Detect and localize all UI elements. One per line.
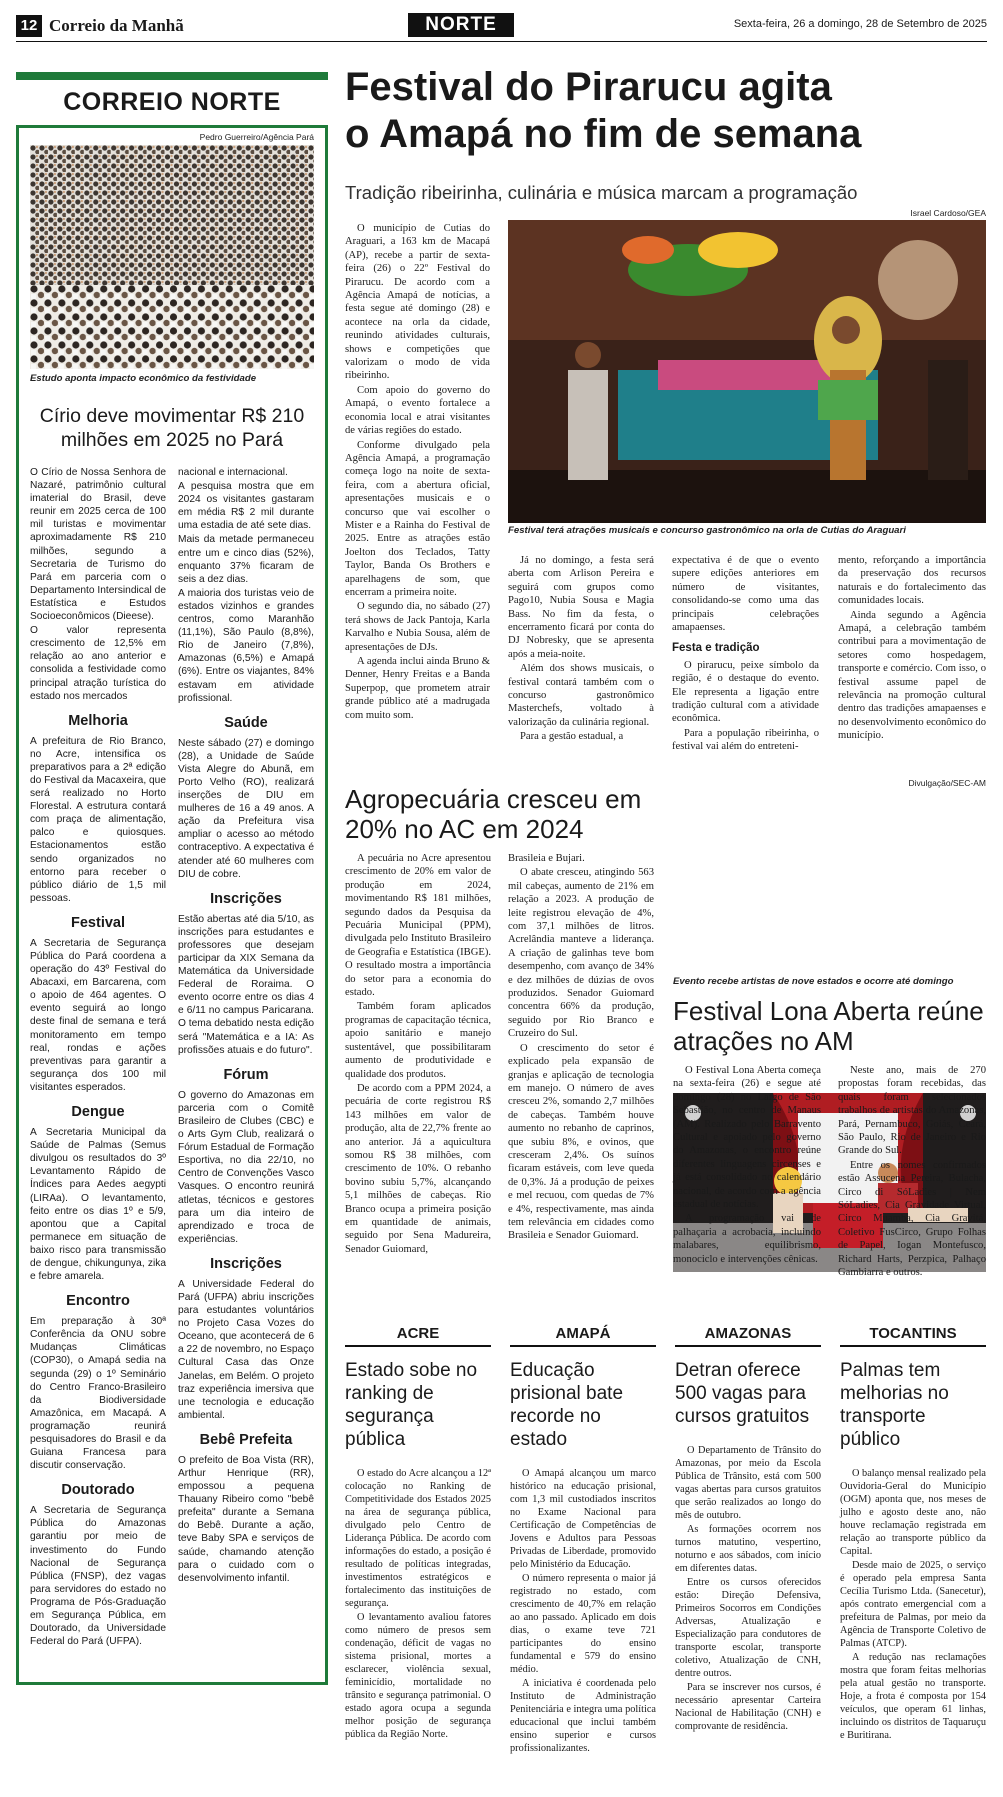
article-paragraph: O número representa o maior já registrado no estado, com crescimento de 40,7% em relação ao ano passado. Aplicado em dois dias, o exame teve 721 participantes do ensino fundamental e 579 do ensino médio. (510, 1573, 656, 1675)
agro-col-2 (508, 852, 654, 1244)
main-col-4 (838, 554, 986, 744)
sidebar-title: CORREIO NORTE (63, 88, 281, 116)
state-column (345, 1325, 491, 1756)
article-paragraph: O crescimento do setor é explicado pela expansão de granjas e aplicação de tecnologia em manejo. O número de aves cresceu 2%, somando 2,7 milhões de cabeças. Também houve aumento no rebanho de caprinos, que subiu 8%, e ovinos, que cresceram 2,4%. Os suínos ficaram estáveis, com leve queda de 0,3%. Já a produção de peixes e mel recuou, com quedas de 7% e 4%, respectivamente, mas ainda tem relevância em cidades como Brasileia e Senador Guiomard. (508, 1042, 654, 1242)
sidebar-item-title: Saúde (224, 714, 268, 731)
article-paragraph: Brasileia e Bujari. (508, 853, 585, 864)
sidebar-col-1 (30, 466, 166, 1648)
state-rule (510, 1345, 656, 1347)
sidebar-paragraph: A maioria dos turistas veio de estados vizinhos e grandes centros, como Maranhão (11,1%), São Paulo (8,8%), Rio de Janeiro (7,8%), Amazonas (6,5%) e Amapá (6%). Entre os viajantes, 84% estavam em atividade profissional. (178, 587, 314, 704)
article-paragraph: O pirarucu, peixe símbolo da região, é o destaque do evento. Ele representa a ligação entre tradição cultural com a atividade econômica. (672, 659, 819, 725)
article-paragraph: A iniciativa é coordenada pelo Instituto de Administração Penitenciária e integra uma política educacional que inclui também ensino superior e cursos profissionalizantes. (510, 1678, 656, 1754)
sidebar-paragraph: Mais da metade permaneceu entre um e cinco dias (52%), enquanto 37% ficaram de seis a dez dias. (178, 534, 314, 585)
sidebar-item-title: Inscrições (210, 1255, 282, 1272)
article-paragraph: Com apoio do governo do Amapá, o evento fortalece a economia local e atrai visitantes de várias regiões do estado. (345, 384, 490, 437)
state-headline: Estado sobe no ranking de segurança pública (345, 1360, 478, 1450)
page-number: 12 (16, 15, 42, 37)
sidebar-item-title: Festival (71, 914, 125, 931)
article-paragraph: O Festival Lona Aberta começa na sexta-feira (26) e segue até domingo (28) no Largo de São Sebastião, no centro de Manaus (AM). Realizado pelo Barravento Cultural e apoiado pelo governo do Amazonas, o encontro reúne diferentes linguagens circenses e já está consolidado no calendário nacional, de acordo com a agência estadual de notícias. (673, 1065, 821, 1211)
main-col-1 (345, 222, 490, 723)
article-paragraph: O município de Cutias do Araguari, a 163 km de Macapá (AP), recebe a partir de sexta-feira (26) o 22º Festival do Pirarucu. De acordo com a Agência Amapá de notícias, a festa segue até domingo (28) e acontece na orla da cidade, reunindo atividades culturais, shows e competições que valorizam o modo de vida ribeirinho. (345, 223, 490, 382)
sidebar (16, 72, 328, 1685)
main-photo-caption: Festival terá atrações musicais e concurso gastronômico na orla de Cutias do Araguari (508, 525, 906, 536)
main-headline (345, 64, 995, 158)
lona-photo-credit: Divulgação/SEC-AM (908, 778, 986, 788)
state-column (675, 1325, 821, 1756)
article-paragraph: Além dos shows musicais, o festival contará também com o concurso gastronômico Masterchefs, voltado à valorização da culinária regional. (508, 663, 654, 728)
sidebar-item-text: A Universidade Federal do Pará (UFPA) abriu inscrições para estudantes voluntários no Projeto Casa Vozes do Oceano, que acontecerá de 6 a 22 de novembro, no Espaço Cultural Casa das Onze Janelas, em Belém. O projeto traz experiência imersiva que une tecnologia e educação ambiental. (178, 1278, 314, 1421)
headline-line-1: Festival do Pirarucu agita (345, 65, 832, 109)
festival-photo (508, 220, 986, 523)
issue-date: Sexta-feira, 26 a domingo, 28 de Setembro de 2025 (733, 18, 987, 30)
sidebar-item-text: O prefeito de Boa Vista (RR), Arthur Henrique (RR), empossou a pequena Thauany Ribeiro como "bebê prefeita" durante a Semana do Bebê. Durante a ação, teve Baby SPA e serviços de saúde, chamando atenção para o cuidado com o desenvolvimento infantil. (178, 1454, 314, 1584)
sidebar-columns (30, 466, 314, 1648)
state-column (510, 1325, 656, 1756)
state-label: ACRE (396, 1325, 440, 1342)
article-paragraph: Ainda segundo a Agência Amapá, a celebração também contribui para a movimentação de setores como hospedagem, transporte e comércio. Com isso, o festival assume papel de relevância na promoção cultural dentro das tradições amapaenses e no desenvolvimento econômico do município. (838, 609, 986, 742)
article-paragraph: O segundo dia, no sábado (27) terá shows de Jack Pantoja, Karla Karvalho e Nubia Sousa, além de apresentações de DJs. (345, 601, 490, 653)
lona-col-1 (673, 1064, 821, 1267)
sidebar-item-title: Dengue (71, 1104, 125, 1121)
state-label: TOCANTINS (869, 1325, 957, 1342)
article-paragraph: Já no domingo, a festa será aberta com Arlison Pereira e seguirá com grupos como Pago10, Nubia Sousa e Magia Bass. No fim da festa, o encerramento ficará por conta do DJ Nobresky, que se apresenta após a meia-noite. (508, 555, 654, 660)
sidebar-item-text: Neste sábado (27) e domingo (28), a Unidade de Saúde Vista Alegre do Abunã, em Porto Velho (RO), realizará inserções de DIU em mulheres de 16 a 49 anos. A ação da Prefeitura visa ampliar o acesso ao método contraceptivo. A expectativa é atender até 60 mulheres com DIU de cobre. (178, 737, 314, 880)
article-paragraph: O estado do Acre alcançou a 12ª colocação no Ranking de Competitividade dos Estados 2025 na área de segurança pública, divulgado pelo Centro de Liderança Pública. De acordo com informações do estado, a posição é resultado de políticas integradas, investimentos estratégicos e fortalecimento das instituições de segurança. (345, 1468, 491, 1609)
sidebar-lead-2 (178, 466, 314, 705)
article-paragraph: As formações ocorrem nos turnos matutino, vespertino, noturno e aos sábados, com início em diferentes datas. (675, 1524, 821, 1574)
sidebar-item-text: A Secretaria de Segurança Pública do Pará coordena a operação do 43º Festival do Abacaxi, em Barcarena, com o apoio de 464 agentes. O evento seguirá ao longo deste final de semana e terá monitoramento em tempo real, rondas e ações preventivas para garantir a segurança dos 100 mil visitantes esperados. (30, 937, 166, 1093)
sidebar-item-text: A Secretaria Municipal da Saúde de Palmas (Semus divulgou os resultados do 3º Levantamento Rápido de Índices para Aedes aegypti (LIRAa). O levantamento, feito entre os dias 1º e 5/9, apontou que a Capital permanece em situação de baixo risco para transmissão de dengue, chikungunya, zika e febre amarela. (30, 1127, 166, 1283)
article-paragraph: A redução nas reclamações mostra que foram feitas melhorias pela atual gestão no transporte. Hoje, a frota é composta por 154 veículos, que operam 61 linhas, incluindo os distritos de Taquaruçu e Buritirana. (840, 1652, 986, 1741)
article-paragraph: mento, reforçando a importância da preservação dos recursos naturais e do fortalecimento das comunidades locais. (838, 555, 986, 607)
article-paragraph: Conforme divulgado pela Agência Amapá, a programação começa logo na noite de sexta-feira, com a abertura oficial, apresentações musicais e o concurso que vai escolher o Mister e a Rainha do Festival de 2025. Entre as atrações estão Joelton dos Teclados, Tatty Taylor, Banda Os Brothers e aparelhagens de som, que encerram a primeira noite. (345, 439, 490, 598)
section-label: NORTE (408, 13, 514, 37)
sidebar-paragraph: O valor representa crescimento de 12,5% em relação ao ano anterior e consolida a festividade como principal atração turística do estado nos mercados (30, 625, 166, 702)
article-paragraph: A agenda inclui ainda Bruno & Denner, Henry Freitas e a Banda Superpop, que prometem atrair grande público até a madrugada com muito som. (345, 656, 490, 721)
article-paragraph: O abate cresceu, atingindo 563 mil cabeças, aumento de 21% em relação a 2023. A produção de leite registrou elevação de 4%, com 37,1 milhões de litros. Acrelândia manteve a liderança. A criação de galinhas teve bom desempenho, com avanço de 34% e dez milhões de dúzias de ovos produzidos. Senador Guiomard concentra 66% da produção, seguido por Rio Branco e Cruzeiro do Sul. (508, 867, 654, 1040)
photo-credit: Pedro Guerreiro/Agência Pará (199, 132, 314, 142)
headline-line-2: o Amapá no fim de semana (345, 112, 862, 156)
article-paragraph: Também foram aplicados programas de capacitação técnica, apoio sanitário e manejo sustentável, que possibilitaram aumento de produtividade e qualidade dos produtos. (345, 1001, 491, 1080)
state-headline: Palmas tem melhorias no transporte público (840, 1360, 949, 1450)
sidebar-item-text: Estão abertas até dia 5/10, as inscrições para estudantes e professores que desejam participar da XIX Semana da Matemática da Universidade Federal de Roraima. O evento ocorre entre os dias 4 e 6/11 no campus Paricarana. O tema debatido nesta edição será "Matemática e a IA: As profissões atuais e do futuro". (178, 913, 314, 1056)
article-paragraph: Para se inscrever nos cursos, é necessário apresentar Carteira Nacional de Habilitação (CNH) e comprovante de residência. (675, 1682, 821, 1732)
article-paragraph: O levantamento avaliou fatores como número de presos sem condenação, déficit de vagas no sistema prisional, mortes a esclarecer, violência sexual, feminicídio, mortalidade no trânsito e segurança patrimonial. O estado agora ocupa a segunda melhor posição de segurança pública da Região Norte. (345, 1612, 491, 1740)
sidebar-item-title: Bebê Prefeita (199, 1431, 293, 1448)
article-paragraph: O Departamento de Trânsito do Amazonas, por meio da Escola Pública de Trânsito, está com 500 vagas abertas para cursos gratuitos que serão realizados ao longo do mês de outubro. (675, 1445, 821, 1521)
article-paragraph: Desde maio de 2025, o serviço é operado pela empresa Santa Cecília Turismo Ltda. (Sanecetur), após contrato emergencial com a prefeitura de Palmas, por meio da Agência de Transporte Coletivo de Palmas (ATCP). (840, 1560, 986, 1649)
sidebar-item-text: A prefeitura de Rio Branco, no Acre, intensifica os preparativos para a 2ª edição do Festival da Macaxeira, que será realizado no Horto Florestal. A estrutura contará com praça de alimentação, palco e quiosques. Estacionamentos estão sendo organizados no entorno para receber o público diário de 1,5 mil pessoas. (30, 735, 166, 904)
state-headline: Educação prisional bate recorde no estado (510, 1360, 624, 1450)
sidebar-item-title: Doutorado (61, 1482, 135, 1499)
crowd-photo (30, 145, 314, 369)
festa-subhead: Festa e tradição (672, 642, 760, 655)
sidebar-paragraph: A pesquisa mostra que em 2024 os visitantes gastaram em média R$ 2 mil durante uma estadia de até sete dias. (178, 481, 314, 532)
article-paragraph: A pecuária no Acre apresentou crescimento de 20% em valor de produção em 2024, movimentando R$ 181 milhões, segundo dados da Pesquisa da Pecuária Municipal (PPM), divulgada pelo Instituto Brasileiro de Geografia e Estatística (IBGE). O resultado mostra a importância do setor para a economia do estado. (345, 853, 491, 999)
sidebar-lead-1 (30, 466, 166, 703)
sidebar-paragraph: O Círio de Nossa Senhora de Nazaré, patrimônio cultural imaterial do Brasil, deve reunir em 2025 cerca de 100 mil turistas e movimentar aproximadamente R$ 210 milhões, segundo a Secretaria de Turismo do Pará em parceria com o Departamento Intersindical de Estatística e Estudos Socioeconômicos (Dieese). (30, 467, 166, 623)
main-subhead: Tradição ribeirinha, culinária e música marcam a programação (345, 182, 858, 203)
main-col-2 (508, 554, 654, 745)
sidebar-top-rule (16, 72, 328, 80)
state-column (840, 1325, 986, 1756)
sidebar-headline: Círio deve movimentar R$ 210 milhões em 2025 no Pará (39, 405, 305, 451)
sidebar-paragraph: nacional e internacional. (178, 467, 288, 478)
sidebar-item-title: Encontro (66, 1293, 130, 1310)
sidebar-item-text: O governo do Amazonas em parceria com o Comitê Brasileiro de Clubes (CBC) e o Arts Gym Club, realizará o Fórum Estadual de Formação Esportiva, no dia 22/10, no Centro de Convenções Vasco Vasques. O encontro reunirá atletas, técnicos e gestores para um dia inteiro de aprendizado e troca de experiências. (178, 1089, 314, 1245)
sidebar-item-title: Melhoria (68, 712, 128, 729)
sidebar-item-title: Fórum (223, 1066, 269, 1083)
main-col-3 (672, 554, 819, 755)
sidebar-item-title: Inscrições (210, 890, 282, 907)
lona-photo-caption: Evento recebe artistas de nove estados e ocorre até domingo (673, 976, 954, 987)
states-row (345, 1325, 986, 1756)
state-label: AMAZONAS (704, 1325, 792, 1342)
sidebar-col-2 (178, 466, 314, 1648)
article-paragraph: Entre os cursos oferecidos estão: Direção Defensiva, Primeiros Socorros em Condições Adversas, Atualização e Especialização para condutores de transporte escolar, transporte coletivo, Atualização de CNH, dentre outros. (675, 1577, 821, 1679)
lona-headline: Festival Lona Aberta reúne atrações no AM (673, 996, 984, 1056)
article-paragraph: Para a população ribeirinha, o festival vai além do entreteni- (672, 727, 819, 753)
state-rule (345, 1345, 491, 1347)
article-paragraph: expectativa é de que o evento supere edições anteriores em número de visitantes, consolidando-se como uma das principais celebrações amapaenses. (672, 555, 819, 634)
sidebar-box (16, 125, 328, 1685)
state-headline: Detran oferece 500 vagas para cursos gratuitos (675, 1360, 810, 1427)
photo-caption: Estudo aponta impacto econômico da festividade (30, 373, 257, 384)
article-paragraph: Neste ano, mais de 270 propostas foram recebidas, das quais foram selecionados trabalhos de artistas do Amazonas, Pará, Pernambuco, Goiás, Ceará, São Paulo, Rio de Janeiro e Rio Grande do Sul. (838, 1065, 986, 1157)
state-rule (840, 1345, 986, 1347)
lona-col-2 (838, 1064, 986, 1281)
page-header (16, 12, 987, 42)
article-paragraph: De acordo com a PPM 2024, a pecuária de corte registrou R$ 143 milhões em valor de produção, alta de 22,7% frente ao ano anterior. Já a aquicultura somou R$ 38 milhões, com crescimento de 10%. O rebanho bovino subiu 5,7%, alcançando 5,1 milhões de cabeças. Rio Branco ocupa a primeira posição em quantidade de animais, seguido por Sena Madureira, Senador Guiomard, (345, 1082, 491, 1255)
newspaper-name: Correio da Manhã (49, 16, 184, 35)
state-label: AMAPÁ (555, 1325, 611, 1342)
article-paragraph: O Amapá alcançou um marco histórico na educação prisional, com 1,3 mil custodiados inscritos no Exame Nacional para Certificação de Competências de Jovens e Adultos para Pessoas Privadas de Liberdade, promovido pelo Ministério da Educação. (510, 1468, 656, 1570)
article-paragraph: A programação vai de palhaçaria a acrobacia, incluindo malabares, equilibrismo, monociclo e intervenções cênicas. (673, 1213, 821, 1265)
agro-col-1 (345, 852, 491, 1257)
article-paragraph: Para a gestão estadual, a (520, 731, 624, 743)
main-photo-credit: Israel Cardoso/GEA (910, 208, 986, 218)
agro-headline: Agropecuária cresceu em 20% no AC em 2024 (345, 784, 642, 844)
article-paragraph: O balanço mensal realizado pela Ouvidoria-Geral do Município (OGM) aponta que, nos meses de julho e agosto deste ano, não houve reclamação registrada em relação ao transporte público da Capital. (840, 1468, 986, 1557)
sidebar-item-text: A Secretaria de Segurança Pública do Amazonas garantiu por meio de investimento do Fundo Nacional de Segurança Pública (FNSP), dez vagas para servidores do estado no Programa de Pós-Graduação em Segurança Pública, em Doutorado, da Universidade Federal do Pará (UFPA). (30, 1505, 166, 1648)
article-paragraph: Entre os nomes confirmados estão Assucena Pereira, Bulacha, Circo di SóLadies | Nem SóLadies, Cia Gravidade Virtual, Circo Muamba, Cia Gravitá, Coletivo FusCirco, Grupo Folhas de Papel, Iogan Montefusco, Richard Harts, Perzpica, Palhaço Gambiarra e outros. (838, 1159, 986, 1279)
state-rule (675, 1345, 821, 1347)
sidebar-item-text: Em preparação à 30ª Conferência da ONU sobre Mudanças Climáticas (COP30), o Amapá sedia na segunda (29) o 1º Seminário do Centro Franco-Brasileiro da Biodiversidade Amazônica, em Macapá. A programação reunirá pesquisadores do Brasil e da Guiana Francesa para discutir conservação. (30, 1316, 166, 1472)
